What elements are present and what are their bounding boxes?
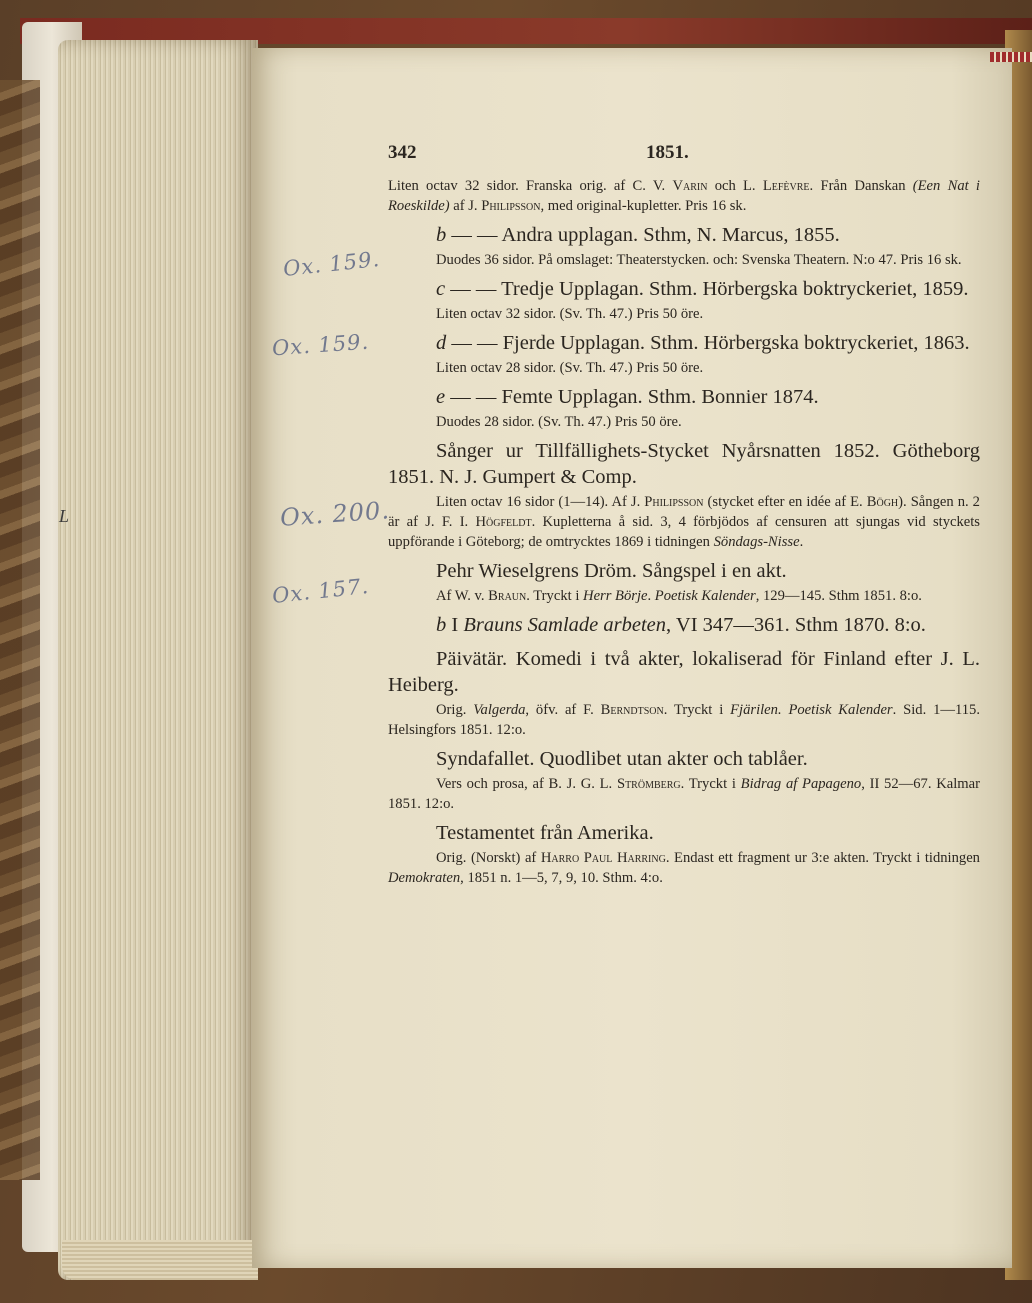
entry-title: e — — Femte Upplagan. Sthm. Bonnier 1874.	[436, 386, 819, 408]
entry-description: Liten octav 32 sidor. (Sv. Th. 47.) Pris 50 öre.	[436, 306, 704, 322]
running-head-year: 1851.	[646, 142, 689, 163]
entry-description: Liten octav 32 sidor. Franska orig. af C. V. Varin och L. Lefèvre. Från Danskan (Een Nat i Roeskilde) af J. Philipsson, med original-kupletter. Pris 16 sk.	[388, 178, 980, 214]
page-text	[388, 142, 980, 894]
entry-description: Orig. Valgerda, öfv. af F. Berndtson. Tryckt i Fjärilen. Poetisk Kalender. Sid. 1—115. Helsingfors 1851. 12:o.	[388, 702, 980, 738]
entry-description: Vers och prosa, af B. J. G. L. Strömberg. Tryckt i Bidrag af Papageno, II 52—67. Kalmar 1851. 12:o.	[388, 776, 980, 812]
page-stack-edges	[58, 40, 258, 1280]
margin-annotation: Ox. 159.	[282, 246, 382, 282]
page-header	[388, 142, 980, 176]
margin-annotation: Ox. 157.	[271, 573, 371, 609]
entry-description: Liten octav 28 sidor. (Sv. Th. 47.) Pris 50 öre.	[436, 360, 704, 376]
entry-title: Päivätär. Komedi i två akter, lokaliserad för Finland efter J. L. Heiberg.	[388, 648, 980, 696]
margin-mark: L	[59, 506, 70, 526]
entry-title: Syndafallet. Quodlibet utan akter och tablåer.	[436, 748, 808, 770]
entry-description: Duodes 36 sidor. På omslaget: Theaterstycken. och: Svenska Theatern. N:o 47. Pris 16 sk.	[436, 252, 962, 268]
entry-title: Sånger ur Tillfällighets-Stycket Nyårsnatten 1852. Götheborg 1851. N. J. Gumpert & Comp.	[388, 440, 980, 488]
entry-title: d — — Fjerde Upplagan. Sthm. Hörbergska boktryckeriet, 1863.	[436, 332, 970, 354]
entry-description: Af W. v. Braun. Tryckt i Herr Börje. Poetisk Kalender, 129—145. Sthm 1851. 8:o.	[436, 588, 922, 604]
entry-title: Pehr Wieselgrens Dröm. Sångspel i en akt.	[436, 560, 787, 582]
entry-title: b — — Andra upplagan. Sthm, N. Marcus, 1855.	[436, 224, 840, 246]
margin-annotation: Ox. 159.	[271, 329, 370, 361]
page-number: 342	[388, 142, 417, 163]
bookmark-stripe	[990, 52, 1032, 62]
entry-title: c — — Tredje Upplagan. Sthm. Hörbergska boktryckeriet, 1859.	[436, 278, 969, 300]
entry-title: Testamentet från Amerika.	[436, 822, 654, 844]
entry-description: Orig. (Norskt) af Harro Paul Harring. Endast ett fragment ur 3:e akten. Tryckt i tidningen Demokraten, 1851 n. 1—5, 7, 9, 10. Sthm. 4:o.	[388, 850, 980, 886]
entry-title: b I Brauns Samlade arbeten, VI 347—361. Sthm 1870. 8:o.	[436, 614, 926, 636]
margin-annotation: Ox. 200.	[279, 496, 391, 532]
entry-description: Liten octav 16 sidor (1—14). Af J. Philipsson (stycket efter en idée af E. Bögh). Sången n. 2 är af J. F. I. Högfeldt. Kupletterna å sid. 3, 4 förbjödos af censuren att sjungas vid styckets uppförande i Göteborg; de omtrycktes 1869 i tidningen Söndags-Nisse.	[388, 494, 980, 550]
page-stack-bottom	[62, 1240, 258, 1280]
marbled-cover-edge	[0, 80, 40, 1180]
entry-description: Duodes 28 sidor. (Sv. Th. 47.) Pris 50 öre.	[436, 414, 682, 430]
